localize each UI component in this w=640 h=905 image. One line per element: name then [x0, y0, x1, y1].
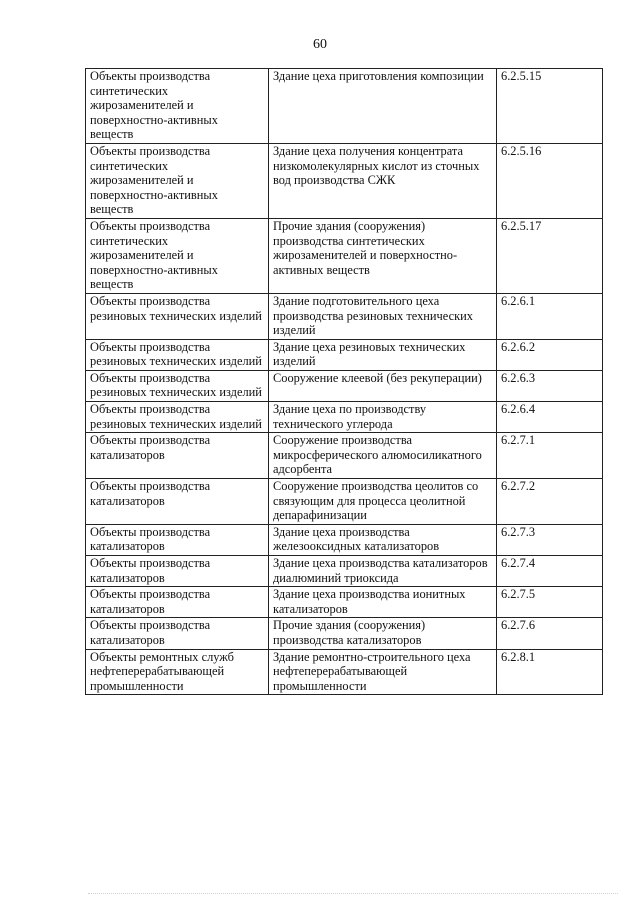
table-row [86, 479, 603, 525]
object-cell: Объекты производства катализаторов [86, 479, 269, 525]
table-row [86, 433, 603, 479]
scan-artifact-line [88, 893, 618, 894]
building-cell: Здание цеха производства железооксидных катализаторов [269, 524, 497, 555]
building-cell: Здание цеха получения концентрата низкомолекулярных кислот из сточных вод производства СЖК [269, 143, 497, 218]
building-cell: Здание цеха резиновых технических изделий [269, 339, 497, 370]
object-cell: Объекты производства синтетических жирозаменителей и поверхностно-активных веществ [86, 69, 269, 144]
code-cell: 6.2.6.2 [497, 339, 603, 370]
object-cell: Объекты производства резиновых технических изделий [86, 402, 269, 433]
object-cell: Объекты производства резиновых технических изделий [86, 370, 269, 401]
object-cell: Объекты ремонтных служб нефтеперерабатывающей промышленности [86, 649, 269, 695]
code-cell: 6.2.5.17 [497, 218, 603, 293]
code-cell: 6.2.7.5 [497, 587, 603, 618]
table-row [86, 402, 603, 433]
building-cell: Здание ремонтно-строительного цеха нефтеперерабатывающей промышленности [269, 649, 497, 695]
code-cell: 6.2.5.16 [497, 143, 603, 218]
object-cell: Объекты производства катализаторов [86, 587, 269, 618]
code-cell: 6.2.6.1 [497, 293, 603, 339]
table-row [86, 649, 603, 695]
building-cell: Сооружение клеевой (без рекуперации) [269, 370, 497, 401]
building-cell: Здание цеха приготовления композиции [269, 69, 497, 144]
table-row [86, 69, 603, 144]
code-cell: 6.2.7.2 [497, 479, 603, 525]
code-cell: 6.2.7.6 [497, 618, 603, 649]
building-cell: Здание цеха производства ионитных катализаторов [269, 587, 497, 618]
code-cell: 6.2.6.4 [497, 402, 603, 433]
table-row [86, 143, 603, 218]
table-row [86, 218, 603, 293]
object-cell: Объекты производства резиновых технических изделий [86, 339, 269, 370]
code-cell: 6.2.7.4 [497, 556, 603, 587]
code-cell: 6.2.6.3 [497, 370, 603, 401]
table-row [86, 293, 603, 339]
building-cell: Здание цеха по производству технического углерода [269, 402, 497, 433]
building-cell: Сооружение производства цеолитов со связующим для процесса цеолитной депарафинизации [269, 479, 497, 525]
building-cell: Сооружение производства микросферического алюмосиликатного адсорбента [269, 433, 497, 479]
object-cell: Объекты производства катализаторов [86, 524, 269, 555]
object-cell: Объекты производства катализаторов [86, 556, 269, 587]
object-cell: Объекты производства катализаторов [86, 618, 269, 649]
table-row [86, 524, 603, 555]
object-cell: Объекты производства резиновых технических изделий [86, 293, 269, 339]
table-row [86, 618, 603, 649]
code-cell: 6.2.8.1 [497, 649, 603, 695]
object-cell: Объекты производства синтетических жирозаменителей и поверхностно-активных веществ [86, 218, 269, 293]
table-row [86, 370, 603, 401]
code-cell: 6.2.7.3 [497, 524, 603, 555]
building-cell: Здание подготовительного цеха производства резиновых технических изделий [269, 293, 497, 339]
code-cell: 6.2.5.15 [497, 69, 603, 144]
table-row [86, 339, 603, 370]
object-cell: Объекты производства синтетических жирозаменителей и поверхностно-активных веществ [86, 143, 269, 218]
object-cell: Объекты производства катализаторов [86, 433, 269, 479]
table-body [86, 69, 603, 695]
page-number: 60 [313, 37, 327, 52]
code-cell: 6.2.7.1 [497, 433, 603, 479]
classification-table [85, 68, 603, 695]
building-cell: Прочие здания (сооружения) производства синтетических жирозаменителей и поверхностно-активных веществ [269, 218, 497, 293]
table-row [86, 556, 603, 587]
building-cell: Прочие здания (сооружения) производства катализаторов [269, 618, 497, 649]
table-row [86, 587, 603, 618]
building-cell: Здание цеха производства катализаторов диалюминий триоксида [269, 556, 497, 587]
